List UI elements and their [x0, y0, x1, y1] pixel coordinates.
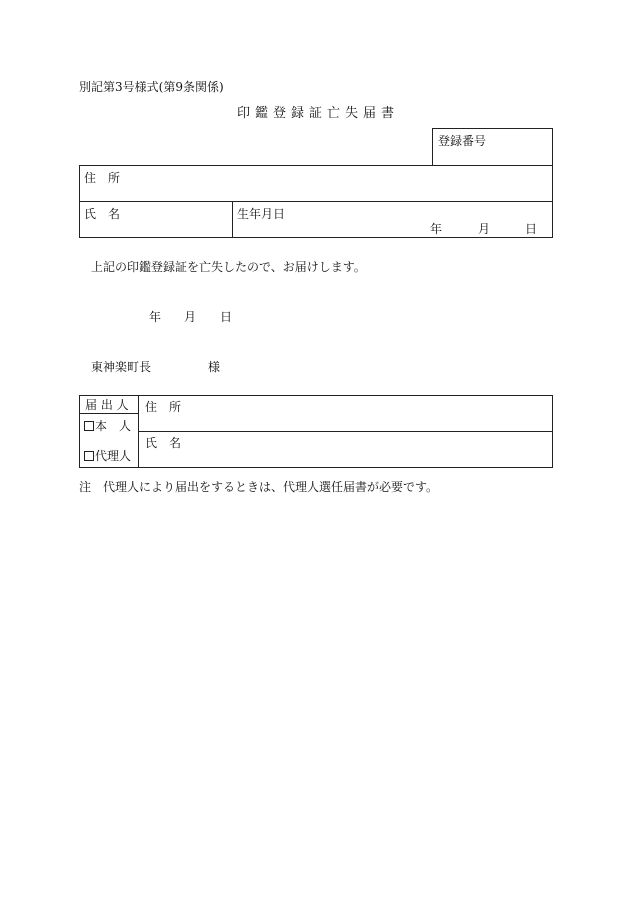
agent-checkbox[interactable]	[84, 451, 94, 461]
birth-year-unit: 年	[430, 222, 443, 236]
address-label: 住 所	[84, 171, 121, 185]
option-agent-label: 代理人	[95, 449, 132, 463]
self-checkbox[interactable]	[84, 421, 94, 431]
applicant-address-label: 住 所	[145, 400, 182, 414]
name-label: 氏 名	[84, 207, 121, 221]
birthdate-label: 生年月日	[237, 207, 286, 221]
applicant-address-name-divider	[138, 431, 553, 432]
registration-number-label: 登録番号	[438, 134, 487, 148]
name-birthdate-divider	[232, 201, 233, 238]
addressee-honorific: 様	[208, 360, 221, 374]
option-agent[interactable]	[84, 450, 131, 462]
applicant-name-label: 氏 名	[145, 436, 182, 450]
statement-text: 上記の印鑑登録証を亡失したので、お届けします。	[91, 260, 366, 274]
submission-day-unit: 日	[220, 310, 233, 324]
birth-day-unit: 日	[525, 222, 538, 236]
applicant-header-divider	[79, 413, 139, 414]
submission-month-unit: 月	[184, 310, 197, 324]
applicant-header: 届 出 人	[85, 398, 129, 412]
addressee-name: 東神楽町長	[91, 360, 152, 374]
option-self[interactable]	[84, 420, 131, 432]
birth-month-unit: 月	[478, 222, 491, 236]
option-self-label: 本 人	[95, 419, 132, 433]
form-title: 印鑑登録証亡失届書	[237, 106, 400, 121]
form-reference: 別記第3号様式(第9条関係)	[79, 80, 224, 94]
note-text: 注 代理人により届出をするときは、代理人選任届書が必要です。	[79, 480, 439, 494]
submission-year-unit: 年	[149, 310, 162, 324]
address-row	[79, 165, 553, 202]
